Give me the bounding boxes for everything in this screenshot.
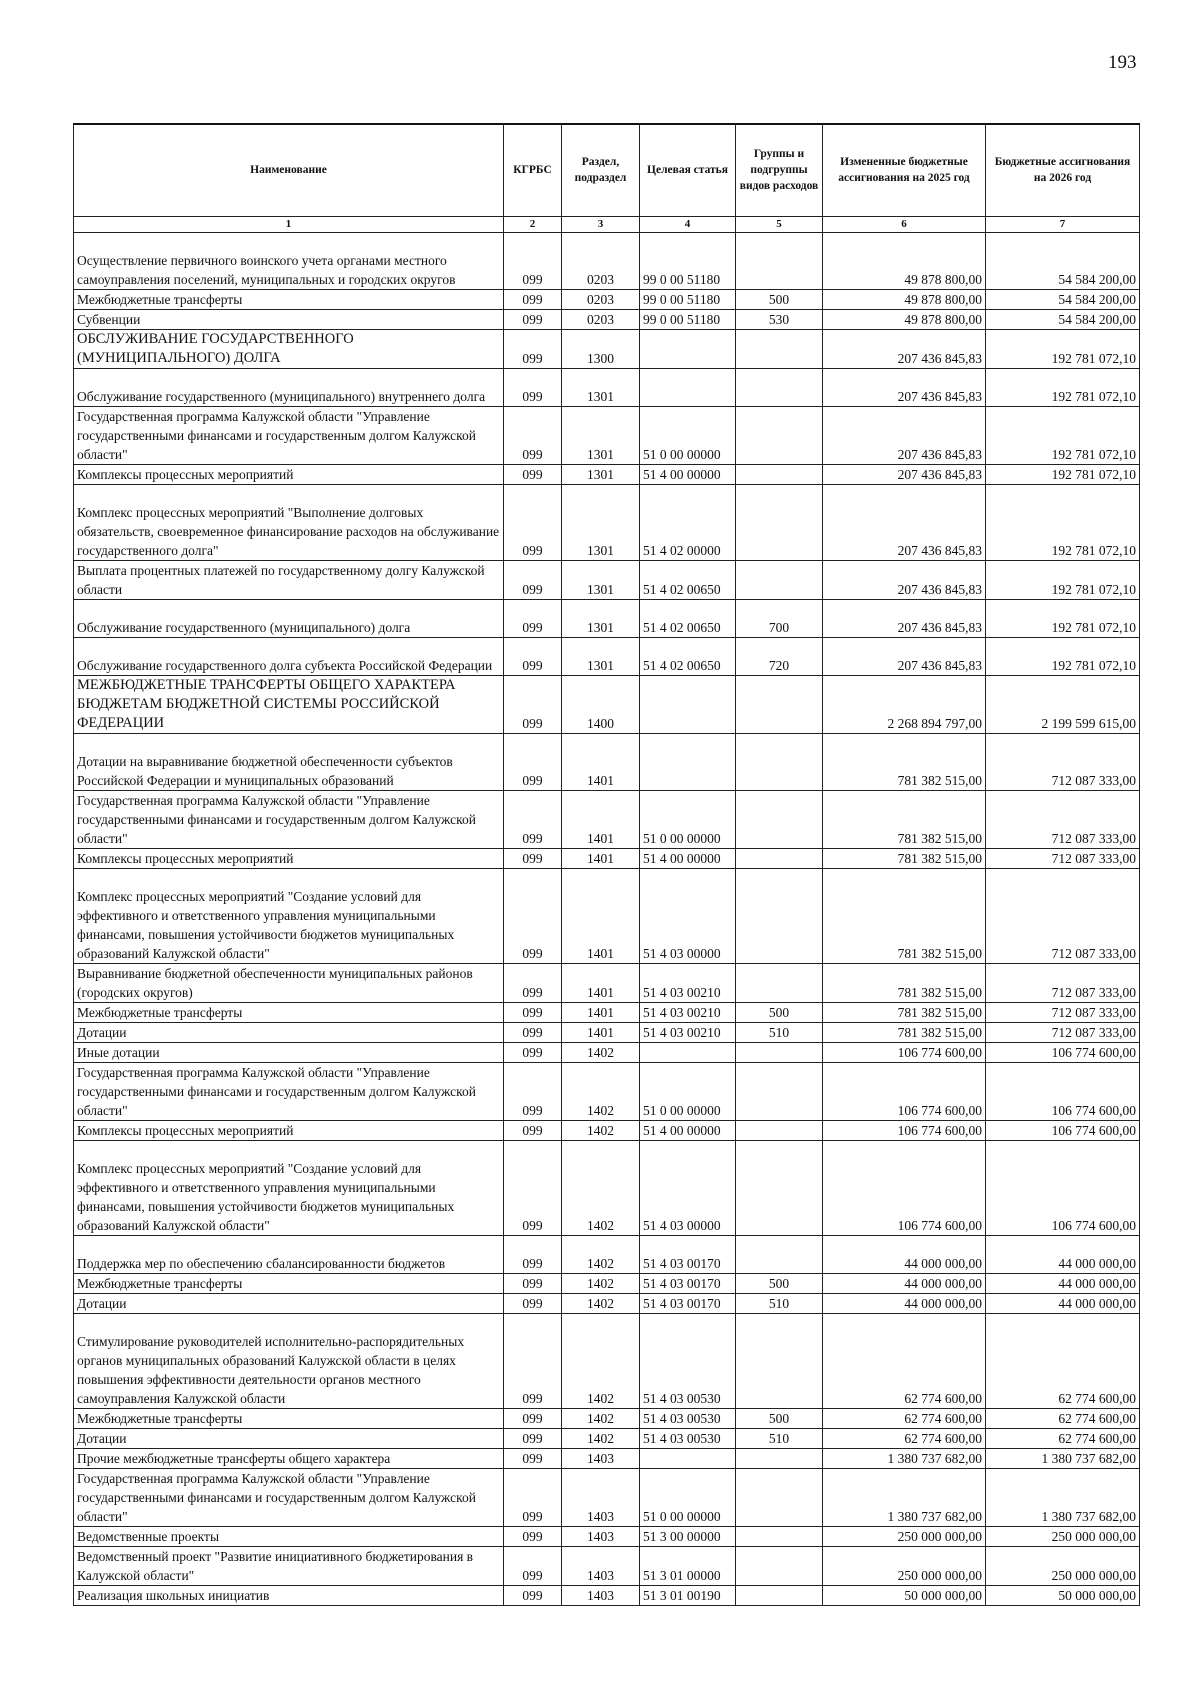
row-amount-2026: 1 380 737 682,00 (986, 1468, 1140, 1526)
row-amount-2026: 106 774 600,00 (986, 1120, 1140, 1140)
row-name: Дотации (74, 1022, 504, 1042)
row-amount-2026: 1 380 737 682,00 (986, 1448, 1140, 1468)
row-amount-2026: 250 000 000,00 (986, 1546, 1140, 1585)
row-kgrbs: 099 (504, 232, 562, 289)
row-amount-2025: 1 380 737 682,00 (823, 1448, 986, 1468)
row-kgrbs: 099 (504, 1293, 562, 1313)
row-kgrbs: 099 (504, 848, 562, 868)
row-statya: 99 0 00 51180 (640, 232, 736, 289)
row-statya: 51 4 02 00650 (640, 599, 736, 637)
row-vid (736, 329, 823, 368)
table-row (74, 484, 1140, 560)
col-num-1: 1 (74, 216, 504, 232)
row-vid (736, 1140, 823, 1235)
row-kgrbs: 099 (504, 675, 562, 733)
row-vid (736, 368, 823, 406)
row-amount-2026: 192 781 072,10 (986, 406, 1140, 464)
row-kgrbs: 099 (504, 406, 562, 464)
row-vid (736, 1313, 823, 1408)
row-statya (640, 329, 736, 368)
row-amount-2025: 62 774 600,00 (823, 1428, 986, 1448)
col-header-statya: Целевая статья (640, 124, 736, 216)
row-amount-2026: 106 774 600,00 (986, 1140, 1140, 1235)
col-header-razdel: Раздел, подраздел (562, 124, 640, 216)
row-vid (736, 963, 823, 1002)
row-name: Комплекс процессных мероприятий "Создание условий для эффективного и ответственного управления муниципальными финансами, повышения устойчивости бюджетов муниципальных образований Калужской области" (74, 868, 504, 963)
row-razdel: 1301 (562, 599, 640, 637)
row-name: Государственная программа Калужской области "Управление государственными финансами и государственным долгом Калужской области" (74, 406, 504, 464)
row-amount-2026: 192 781 072,10 (986, 484, 1140, 560)
row-razdel: 1401 (562, 848, 640, 868)
row-statya: 51 4 03 00210 (640, 1002, 736, 1022)
table-row (74, 790, 1140, 848)
row-vid (736, 1042, 823, 1062)
row-vid: 500 (736, 1273, 823, 1293)
row-statya: 51 4 00 00000 (640, 848, 736, 868)
row-razdel: 1402 (562, 1042, 640, 1062)
row-kgrbs: 099 (504, 733, 562, 790)
row-amount-2025: 781 382 515,00 (823, 1002, 986, 1022)
row-amount-2026: 712 087 333,00 (986, 963, 1140, 1002)
row-amount-2026: 250 000 000,00 (986, 1526, 1140, 1546)
row-kgrbs: 099 (504, 1468, 562, 1526)
row-amount-2025: 106 774 600,00 (823, 1120, 986, 1140)
row-amount-2026: 50 000 000,00 (986, 1585, 1140, 1605)
row-vid: 500 (736, 289, 823, 309)
row-kgrbs: 099 (504, 790, 562, 848)
row-name: Государственная программа Калужской области "Управление государственными финансами и государственным долгом Калужской области" (74, 1468, 504, 1526)
row-statya: 51 4 00 00000 (640, 464, 736, 484)
row-kgrbs: 099 (504, 1140, 562, 1235)
row-razdel: 1402 (562, 1313, 640, 1408)
table-row (74, 1468, 1140, 1526)
col-num-7: 7 (986, 216, 1140, 232)
table-body (74, 232, 1140, 1605)
row-amount-2026: 2 199 599 615,00 (986, 675, 1140, 733)
col-header-2026: Бюджетные ассигнования на 2026 год (986, 124, 1140, 216)
page-number: 193 (1108, 52, 1137, 73)
row-amount-2026: 54 584 200,00 (986, 309, 1140, 329)
row-name: Комплекс процессных мероприятий "Выполнение долговых обязательств, своевременное финансирование расходов на обслуживание государственного долга" (74, 484, 504, 560)
row-razdel: 1301 (562, 464, 640, 484)
row-razdel: 1403 (562, 1448, 640, 1468)
row-amount-2025: 1 380 737 682,00 (823, 1468, 986, 1526)
row-statya (640, 1042, 736, 1062)
row-kgrbs: 099 (504, 1428, 562, 1448)
row-vid (736, 232, 823, 289)
row-amount-2025: 49 878 800,00 (823, 232, 986, 289)
row-amount-2026: 54 584 200,00 (986, 232, 1140, 289)
row-statya (640, 1448, 736, 1468)
col-header-kgrbs: КГРБС (504, 124, 562, 216)
table-row (74, 1062, 1140, 1120)
table-row (74, 232, 1140, 289)
row-amount-2025: 781 382 515,00 (823, 963, 986, 1002)
row-razdel: 1402 (562, 1120, 640, 1140)
row-amount-2025: 781 382 515,00 (823, 1022, 986, 1042)
row-statya: 51 4 03 00530 (640, 1428, 736, 1448)
row-kgrbs: 099 (504, 1042, 562, 1062)
row-amount-2025: 106 774 600,00 (823, 1140, 986, 1235)
row-statya: 51 4 03 00210 (640, 1022, 736, 1042)
row-vid (736, 675, 823, 733)
table-row (74, 599, 1140, 637)
row-name: Осуществление первичного воинского учета органами местного самоуправления поселений, муниципальных и городских округов (74, 232, 504, 289)
row-amount-2025: 49 878 800,00 (823, 289, 986, 309)
col-header-name: Наименование (74, 124, 504, 216)
table-row (74, 560, 1140, 599)
table-row (74, 868, 1140, 963)
col-num-3: 3 (562, 216, 640, 232)
row-name: Выравнивание бюджетной обеспеченности муниципальных районов (городских округов) (74, 963, 504, 1002)
row-name: Выплата процентных платежей по государственному долгу Калужской области (74, 560, 504, 599)
row-amount-2025: 62 774 600,00 (823, 1408, 986, 1428)
row-amount-2025: 781 382 515,00 (823, 848, 986, 868)
row-name: Обслуживание государственного (муниципального) внутреннего долга (74, 368, 504, 406)
row-vid: 700 (736, 599, 823, 637)
row-name: Комплексы процессных мероприятий (74, 848, 504, 868)
row-vid (736, 848, 823, 868)
row-vid (736, 560, 823, 599)
table-row (74, 1002, 1140, 1022)
row-amount-2025: 2 268 894 797,00 (823, 675, 986, 733)
table-row (74, 329, 1140, 368)
row-vid: 500 (736, 1002, 823, 1022)
table-row (74, 675, 1140, 733)
row-kgrbs: 099 (504, 1448, 562, 1468)
row-razdel: 1401 (562, 868, 640, 963)
row-kgrbs: 099 (504, 329, 562, 368)
row-statya: 51 4 03 00170 (640, 1235, 736, 1273)
row-statya: 51 4 03 00000 (640, 1140, 736, 1235)
row-amount-2025: 207 436 845,83 (823, 484, 986, 560)
row-razdel: 1300 (562, 329, 640, 368)
row-razdel: 1401 (562, 1002, 640, 1022)
row-kgrbs: 099 (504, 868, 562, 963)
row-vid (736, 406, 823, 464)
row-vid (736, 868, 823, 963)
table-row (74, 963, 1140, 1002)
row-statya: 51 4 03 00170 (640, 1273, 736, 1293)
row-amount-2025: 49 878 800,00 (823, 309, 986, 329)
table-row (74, 848, 1140, 868)
row-razdel: 1403 (562, 1468, 640, 1526)
table-row (74, 1235, 1140, 1273)
row-statya: 51 4 02 00650 (640, 560, 736, 599)
table-row (74, 1273, 1140, 1293)
row-razdel: 1301 (562, 484, 640, 560)
row-vid (736, 1448, 823, 1468)
row-kgrbs: 099 (504, 1408, 562, 1428)
row-razdel: 1301 (562, 637, 640, 675)
row-razdel: 1401 (562, 733, 640, 790)
row-amount-2026: 62 774 600,00 (986, 1428, 1140, 1448)
row-statya: 51 4 00 00000 (640, 1120, 736, 1140)
row-amount-2026: 192 781 072,10 (986, 464, 1140, 484)
row-name: Дотации (74, 1293, 504, 1313)
row-razdel: 1403 (562, 1526, 640, 1546)
row-amount-2025: 106 774 600,00 (823, 1042, 986, 1062)
row-name: Реализация школьных инициатив (74, 1585, 504, 1605)
column-number-row (74, 216, 1140, 232)
row-kgrbs: 099 (504, 560, 562, 599)
row-statya: 51 4 02 00650 (640, 637, 736, 675)
row-amount-2026: 44 000 000,00 (986, 1235, 1140, 1273)
row-amount-2025: 207 436 845,83 (823, 464, 986, 484)
row-name: Ведомственные проекты (74, 1526, 504, 1546)
row-statya: 51 3 01 00000 (640, 1546, 736, 1585)
row-vid (736, 1468, 823, 1526)
row-kgrbs: 099 (504, 599, 562, 637)
row-vid (736, 1235, 823, 1273)
row-vid (736, 1585, 823, 1605)
row-kgrbs: 099 (504, 963, 562, 1002)
row-amount-2025: 44 000 000,00 (823, 1235, 986, 1273)
row-kgrbs: 099 (504, 637, 562, 675)
row-amount-2025: 62 774 600,00 (823, 1313, 986, 1408)
row-amount-2025: 207 436 845,83 (823, 406, 986, 464)
row-name: Поддержка мер по обеспечению сбалансированности бюджетов (74, 1235, 504, 1273)
table-row (74, 1428, 1140, 1448)
row-statya (640, 675, 736, 733)
col-num-6: 6 (823, 216, 986, 232)
row-razdel: 1402 (562, 1273, 640, 1293)
table-row (74, 1313, 1140, 1408)
row-amount-2025: 44 000 000,00 (823, 1293, 986, 1313)
row-statya (640, 368, 736, 406)
row-statya: 51 4 03 00000 (640, 868, 736, 963)
row-vid: 500 (736, 1408, 823, 1428)
row-razdel: 1401 (562, 963, 640, 1002)
row-amount-2026: 712 087 333,00 (986, 1022, 1140, 1042)
row-razdel: 1401 (562, 790, 640, 848)
table-row (74, 1042, 1140, 1062)
row-kgrbs: 099 (504, 1585, 562, 1605)
row-amount-2026: 54 584 200,00 (986, 289, 1140, 309)
row-vid: 530 (736, 309, 823, 329)
row-amount-2026: 106 774 600,00 (986, 1062, 1140, 1120)
row-name: Государственная программа Калужской области "Управление государственными финансами и государственным долгом Калужской области" (74, 790, 504, 848)
row-name: Комплексы процессных мероприятий (74, 1120, 504, 1140)
row-razdel: 1402 (562, 1235, 640, 1273)
row-razdel: 1301 (562, 406, 640, 464)
row-statya: 51 3 01 00190 (640, 1585, 736, 1605)
table-row (74, 1120, 1140, 1140)
row-statya: 51 0 00 00000 (640, 406, 736, 464)
row-razdel: 1402 (562, 1140, 640, 1235)
row-amount-2025: 207 436 845,83 (823, 560, 986, 599)
row-kgrbs: 099 (504, 1022, 562, 1042)
table-row (74, 368, 1140, 406)
col-num-2: 2 (504, 216, 562, 232)
row-vid (736, 1526, 823, 1546)
row-name: Межбюджетные трансферты (74, 1002, 504, 1022)
row-name: Комплексы процессных мероприятий (74, 464, 504, 484)
row-razdel: 0203 (562, 232, 640, 289)
row-amount-2026: 192 781 072,10 (986, 637, 1140, 675)
table-row (74, 733, 1140, 790)
row-name: Обслуживание государственного долга субъекта Российской Федерации (74, 637, 504, 675)
col-header-vid: Группы и подгруппы видов расходов (736, 124, 823, 216)
row-razdel: 1402 (562, 1428, 640, 1448)
table-row (74, 1448, 1140, 1468)
header-row (74, 124, 1140, 216)
row-amount-2025: 44 000 000,00 (823, 1273, 986, 1293)
row-statya: 51 4 03 00530 (640, 1313, 736, 1408)
table-row (74, 464, 1140, 484)
row-name: ОБСЛУЖИВАНИЕ ГОСУДАРСТВЕННОГО (МУНИЦИПАЛЬНОГО) ДОЛГА (74, 329, 504, 368)
row-razdel: 1401 (562, 1022, 640, 1042)
row-name: Субвенции (74, 309, 504, 329)
row-amount-2026: 44 000 000,00 (986, 1293, 1140, 1313)
row-kgrbs: 099 (504, 1546, 562, 1585)
row-amount-2025: 207 436 845,83 (823, 329, 986, 368)
row-kgrbs: 099 (504, 464, 562, 484)
row-razdel: 1402 (562, 1062, 640, 1120)
row-name: МЕЖБЮДЖЕТНЫЕ ТРАНСФЕРТЫ ОБЩЕГО ХАРАКТЕРА БЮДЖЕТАМ БЮДЖЕТНОЙ СИСТЕМЫ РОССИЙСКОЙ ФЕДЕРАЦИИ (74, 675, 504, 733)
row-amount-2026: 62 774 600,00 (986, 1408, 1140, 1428)
row-amount-2026: 192 781 072,10 (986, 599, 1140, 637)
row-name: Государственная программа Калужской области "Управление государственными финансами и государственным долгом Калужской области" (74, 1062, 504, 1120)
row-kgrbs: 099 (504, 1120, 562, 1140)
row-statya: 51 4 02 00000 (640, 484, 736, 560)
row-amount-2025: 207 436 845,83 (823, 368, 986, 406)
row-kgrbs: 099 (504, 1313, 562, 1408)
row-name: Стимулирование руководителей исполнительно-распорядительных органов муниципальных образований Калужской области в целях повышения эффективности деятельности органов местного самоуправления Калужской области (74, 1313, 504, 1408)
col-num-5: 5 (736, 216, 823, 232)
row-razdel: 1301 (562, 560, 640, 599)
table-row (74, 406, 1140, 464)
row-amount-2025: 50 000 000,00 (823, 1585, 986, 1605)
row-amount-2026: 712 087 333,00 (986, 733, 1140, 790)
row-statya (640, 733, 736, 790)
row-name: Дотации на выравнивание бюджетной обеспеченности субъектов Российской Федерации и муниципальных образований (74, 733, 504, 790)
row-razdel: 1402 (562, 1293, 640, 1313)
col-num-4: 4 (640, 216, 736, 232)
row-amount-2026: 192 781 072,10 (986, 329, 1140, 368)
row-statya: 51 0 00 00000 (640, 1468, 736, 1526)
row-name: Прочие межбюджетные трансферты общего характера (74, 1448, 504, 1468)
row-name: Межбюджетные трансферты (74, 1273, 504, 1293)
table-row (74, 1526, 1140, 1546)
row-razdel: 1403 (562, 1585, 640, 1605)
row-amount-2026: 712 087 333,00 (986, 868, 1140, 963)
row-kgrbs: 099 (504, 1526, 562, 1546)
table-row (74, 637, 1140, 675)
row-amount-2025: 781 382 515,00 (823, 868, 986, 963)
row-razdel: 0203 (562, 309, 640, 329)
row-name: Обслуживание государственного (муниципального) долга (74, 599, 504, 637)
row-amount-2026: 712 087 333,00 (986, 790, 1140, 848)
row-kgrbs: 099 (504, 368, 562, 406)
row-amount-2026: 192 781 072,10 (986, 560, 1140, 599)
row-razdel: 0203 (562, 289, 640, 309)
row-amount-2026: 712 087 333,00 (986, 848, 1140, 868)
row-amount-2026: 106 774 600,00 (986, 1042, 1140, 1062)
row-vid: 510 (736, 1022, 823, 1042)
row-kgrbs: 099 (504, 1235, 562, 1273)
row-amount-2026: 192 781 072,10 (986, 368, 1140, 406)
row-kgrbs: 099 (504, 1002, 562, 1022)
table-row (74, 1546, 1140, 1585)
row-statya: 99 0 00 51180 (640, 289, 736, 309)
row-statya: 51 4 03 00210 (640, 963, 736, 1002)
col-header-2025: Измененные бюджетные ассигнования на 2025 год (823, 124, 986, 216)
row-amount-2025: 207 436 845,83 (823, 599, 986, 637)
row-name: Комплекс процессных мероприятий "Создание условий для эффективного и ответственного управления муниципальными финансами, повышения устойчивости бюджетов муниципальных образований Калужской области" (74, 1140, 504, 1235)
row-vid: 720 (736, 637, 823, 675)
table-row (74, 1293, 1140, 1313)
table-row (74, 289, 1140, 309)
row-amount-2025: 781 382 515,00 (823, 790, 986, 848)
row-vid: 510 (736, 1428, 823, 1448)
row-razdel: 1301 (562, 368, 640, 406)
row-vid (736, 1062, 823, 1120)
budget-table (73, 123, 1140, 1606)
row-statya: 99 0 00 51180 (640, 309, 736, 329)
row-vid (736, 1120, 823, 1140)
row-amount-2026: 712 087 333,00 (986, 1002, 1140, 1022)
row-name: Межбюджетные трансферты (74, 289, 504, 309)
row-name: Ведомственный проект "Развитие инициативного бюджетирования в Калужской области" (74, 1546, 504, 1585)
row-name: Иные дотации (74, 1042, 504, 1062)
row-amount-2025: 106 774 600,00 (823, 1062, 986, 1120)
table-row (74, 1140, 1140, 1235)
table-row (74, 1408, 1140, 1428)
row-statya: 51 4 03 00530 (640, 1408, 736, 1428)
table-row (74, 1022, 1140, 1042)
row-amount-2026: 44 000 000,00 (986, 1273, 1140, 1293)
row-name: Дотации (74, 1428, 504, 1448)
row-vid (736, 790, 823, 848)
row-kgrbs: 099 (504, 484, 562, 560)
row-kgrbs: 099 (504, 309, 562, 329)
row-kgrbs: 099 (504, 1062, 562, 1120)
row-kgrbs: 099 (504, 1273, 562, 1293)
row-vid (736, 484, 823, 560)
row-kgrbs: 099 (504, 289, 562, 309)
row-amount-2025: 781 382 515,00 (823, 733, 986, 790)
row-razdel: 1403 (562, 1546, 640, 1585)
table-row (74, 309, 1140, 329)
row-statya: 51 0 00 00000 (640, 1062, 736, 1120)
row-vid: 510 (736, 1293, 823, 1313)
table-row (74, 1585, 1140, 1605)
row-statya: 51 0 00 00000 (640, 790, 736, 848)
row-statya: 51 3 00 00000 (640, 1526, 736, 1546)
row-razdel: 1400 (562, 675, 640, 733)
row-vid (736, 464, 823, 484)
row-name: Межбюджетные трансферты (74, 1408, 504, 1428)
row-amount-2025: 250 000 000,00 (823, 1526, 986, 1546)
row-amount-2025: 250 000 000,00 (823, 1546, 986, 1585)
row-razdel: 1402 (562, 1408, 640, 1428)
row-amount-2026: 62 774 600,00 (986, 1313, 1140, 1408)
row-vid (736, 733, 823, 790)
row-vid (736, 1546, 823, 1585)
row-statya: 51 4 03 00170 (640, 1293, 736, 1313)
row-amount-2025: 207 436 845,83 (823, 637, 986, 675)
